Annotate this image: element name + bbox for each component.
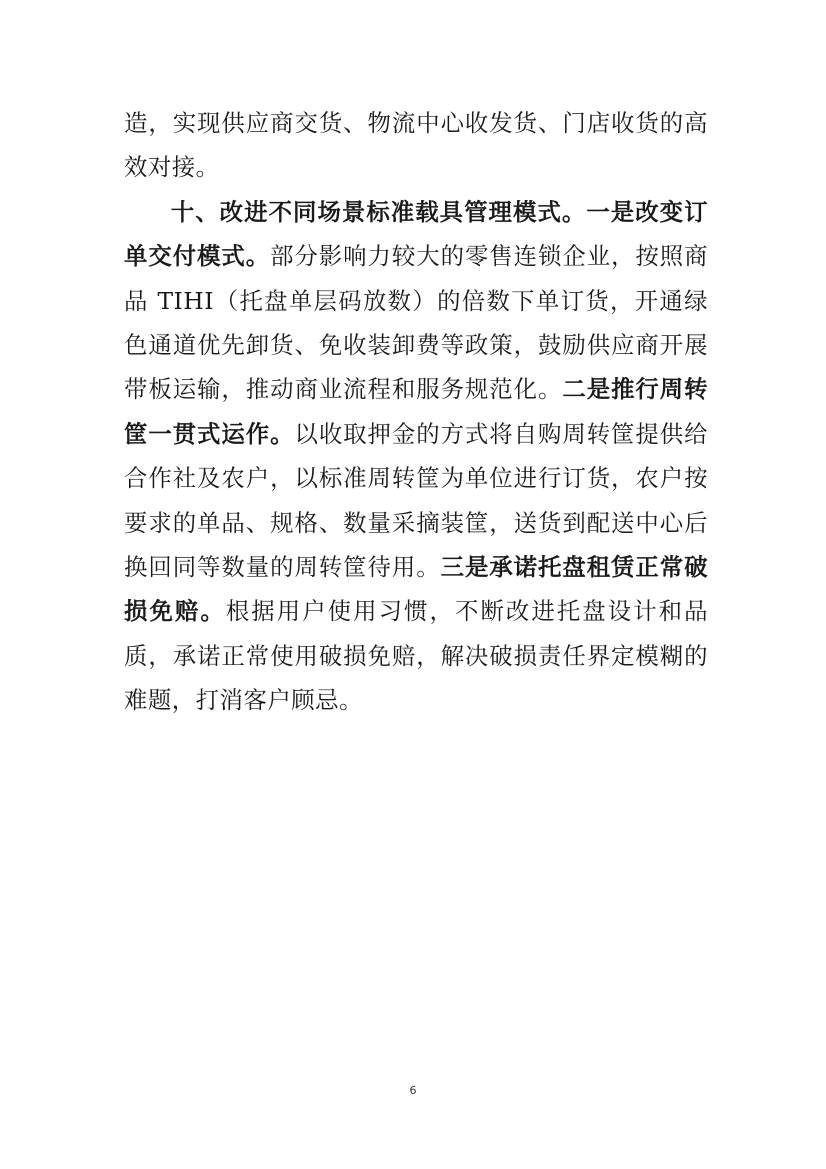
item-two-text: 以收取押金的方式将自购周转筐提供给合作社及农户，以标准周转筐为单位进行订货，农户按要求的单品、规格、数量采摘装筐，送货到配送中心后换回同等数量的周转筐待用。 xyxy=(124,419,708,582)
page-number: 6 xyxy=(409,1084,417,1097)
item-one-title: 一是改变订单交付模式。 xyxy=(124,197,709,271)
page-body xyxy=(124,101,708,723)
item-one-text: 部分影响力较大的零售连锁企业，按照商品 TIHI（托盘单层码放数）的倍数下单订货，开通绿色通道优先卸货、免收装卸费等政策，鼓励供应商开展带板运输，推动商业流程和服务规范化。 xyxy=(124,242,709,404)
item-two-title: 二是推行周转筐一贯式运作。 xyxy=(124,375,709,448)
item-three-text: 根据用户使用习惯，不断改进托盘设计和品质，承诺正常使用破损免赔，解决破损责任界定模糊的难题，打消客户顾忌。 xyxy=(124,597,709,715)
paragraph-continuation-text: 造，实现供应商交货、物流中心收发货、门店收货的高效对接。 xyxy=(124,109,708,182)
item-three-title: 三是承诺托盘租赁正常破损免赔。 xyxy=(124,553,709,626)
section-heading: 十、改进不同场景标准载具管理模式。 xyxy=(170,197,587,226)
paragraph-continuation xyxy=(124,101,708,190)
paragraph-section-ten xyxy=(124,190,708,723)
